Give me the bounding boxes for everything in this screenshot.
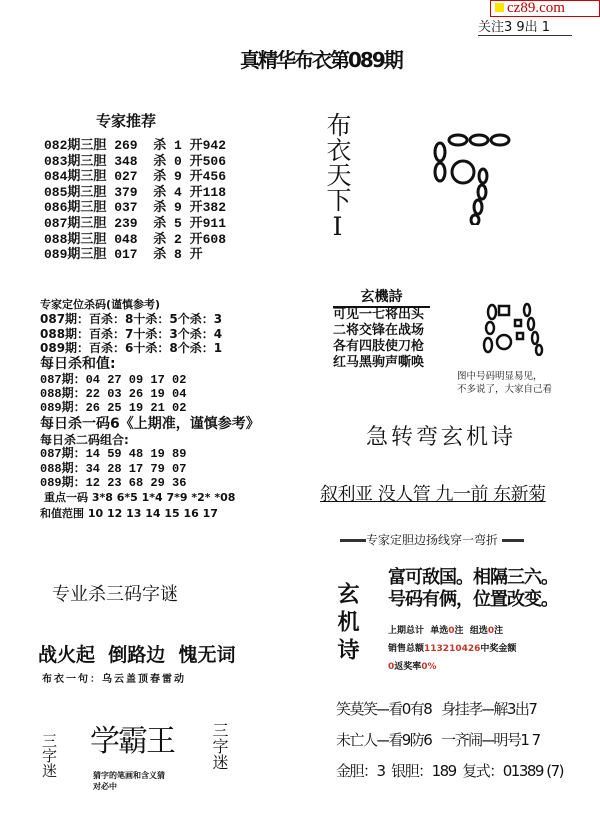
prize-amount: 0	[388, 662, 395, 672]
stats-line	[388, 622, 516, 640]
riddle-line: 叙利亚 没人管 九一前 东新菊	[320, 484, 546, 505]
expert-row: 082期三胆 269 杀 1 开942	[44, 138, 227, 153]
riddle-caption	[93, 770, 165, 792]
riddle-title: 急转弯玄机诗	[366, 425, 517, 450]
poem-line: 各有四肢使刀枪	[333, 339, 425, 354]
expert-row: 088期三胆 048 杀 2 开608	[44, 231, 227, 247]
stats-label: 销售总额	[388, 644, 425, 654]
sales-total: 113210426	[424, 644, 481, 654]
key-code-line: 重点一码 3*8 6*5 1*4 7*9 *2* *08	[44, 491, 236, 505]
stats-label: 注 组选	[454, 626, 488, 636]
group-count: 0	[487, 626, 495, 636]
hints-block	[336, 694, 563, 787]
hint-line: 笑莫笑---看0有8 身挂孝---解3出7	[336, 700, 537, 718]
xuanji-label: 玄机诗	[334, 582, 360, 666]
page-title: 真精华布衣第089期	[240, 48, 402, 72]
three-code-sentence: 布衣一句：乌云盖顶春雷动	[42, 674, 186, 685]
xuanji-poem	[388, 567, 558, 611]
expert-row: 083期三胆 348 杀 0 开506	[44, 153, 227, 169]
stats-label: 注	[494, 626, 504, 636]
position-kill-row: 088期：百杀：7十杀：3个杀：4	[40, 326, 223, 341]
caption-line: 不多说了，大家自己看	[457, 384, 553, 395]
stats-label: 中奖金额	[480, 644, 517, 654]
expert-row: 084期三胆 027 杀 9 开456	[44, 169, 227, 185]
position-kill-block	[40, 298, 260, 522]
three-code-title: 专业杀三码字谜	[52, 584, 178, 605]
expert-row: 089期三胆 017 杀 8 开	[44, 247, 203, 263]
watermark-text: cz89.com	[507, 0, 565, 16]
sum-kill-row: 088期：22 03 26 19 04	[40, 387, 187, 402]
xuanji-line: 富可敌国。相隔三六。	[388, 567, 558, 588]
caption-line: 猜字的笔画和含义猜	[93, 771, 165, 780]
divider-line	[340, 531, 524, 548]
position-kill-row: 087期：百杀：8十杀：5个杀：3	[40, 312, 223, 327]
riddle-word: 学霸王	[90, 724, 174, 759]
riddle-side-label-left: 三字迷	[40, 733, 58, 778]
two-kill-row: 089期：12 23 68 29 36	[40, 476, 187, 491]
figure-chain-icon	[482, 300, 547, 356]
poem-line: 二将交锋在战场	[333, 323, 425, 338]
sum-range-line: 和值范围 10 12 13 14 15 16 17	[40, 507, 218, 521]
chain-figure-icon	[425, 130, 555, 225]
sum-kill-row: 087期：04 27 09 17 02	[40, 372, 187, 387]
watermark-logo	[490, 0, 600, 17]
figure-caption	[457, 370, 552, 396]
expert-table	[44, 138, 226, 263]
stats-line	[388, 658, 516, 676]
hint-line: 金胆：3 银胆：189 复式：01389 (7)	[336, 762, 563, 780]
divider-rule	[340, 539, 366, 542]
expert-heading: 专家推荐	[96, 112, 157, 130]
two-kill-row: 087期：14 59 48 19 89	[40, 447, 187, 462]
one-kill-line: 每日杀一码6《上期准，谨慎参考》	[40, 415, 260, 432]
xuanji-line: 号码有俩，位置改变。	[388, 589, 558, 610]
sum-kill-row: 089期：26 25 19 21 02	[40, 401, 187, 416]
divider-text: 专家定胆边扬线穿一弯折	[366, 533, 499, 547]
poem-body	[333, 307, 424, 371]
stats-line	[388, 640, 516, 658]
stats-label: 返奖率	[394, 662, 422, 672]
poem-line: 可见一七将出头	[333, 307, 425, 322]
stats-label: 上期总计 单选	[388, 626, 449, 636]
position-kill-row: 089期：百杀：6十杀：8个杀：1	[40, 341, 223, 356]
sales-stats	[388, 622, 516, 676]
expert-row: 087期三胆 239 杀 5 开911	[44, 215, 227, 231]
position-kill-heading: 专家定位杀码(谨慎参考)	[40, 298, 161, 311]
poem-line: 红马黑驹声嘶唤	[333, 355, 425, 370]
caption-line: 图中号码明显易见，	[457, 371, 543, 382]
expert-row: 085期三胆 379 杀 4 开118	[44, 184, 227, 200]
poem-heading: 玄機詩	[333, 286, 430, 308]
top-note: 关注3 9出 1	[478, 16, 572, 36]
expert-row: 086期三胆 037 杀 9 开382	[44, 200, 227, 216]
yellow-square-icon	[495, 3, 504, 12]
sum-kill-heading: 每日杀和值:	[40, 355, 116, 372]
two-kill-heading: 每日杀二码组合:	[40, 432, 129, 447]
single-count: 0	[448, 626, 455, 636]
divider-rule	[502, 539, 524, 542]
two-kill-row: 088期：34 28 17 79 07	[40, 461, 187, 476]
caption-line: 对必中	[93, 782, 117, 791]
return-rate: 0%	[421, 662, 437, 672]
riddle-side-label-right: 三字迷	[210, 722, 229, 770]
vertical-title: 布衣天下I	[323, 112, 352, 241]
three-code-words: 战火起 倒路边 愧无词	[38, 644, 236, 666]
hint-line: 未亡人---看9防6 一齐闹---明号1 7	[336, 731, 540, 749]
